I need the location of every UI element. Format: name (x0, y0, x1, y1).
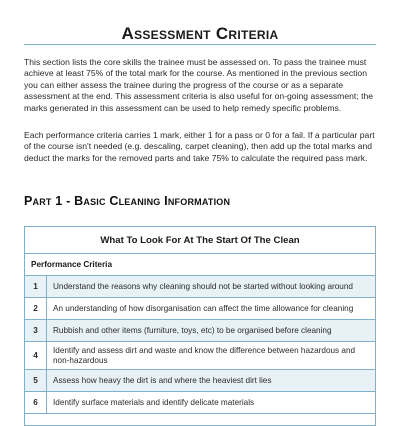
table-row (25, 320, 375, 342)
marking-paragraph: Each performance criteria carries 1 mark, either 1 for a pass or 0 for a fail. If a particular part of the course isn't needed (e.g. descaling, carpet cleaning), then add up the total marks and deduct the marks for the removed parts and take 75% to calculate the required pass mark. (24, 130, 375, 163)
table-title: What To Look For At The Start Of The Clean (25, 227, 375, 254)
table-row (25, 298, 375, 320)
row-number: 3 (25, 320, 47, 341)
section-heading: Part 1 - Basic Cleaning Information (24, 194, 231, 208)
row-number: 5 (25, 370, 47, 391)
intro-paragraph: This section lists the core skills the trainee must be assessed on. To pass the trainee must achieve at least 75% of the total mark for the course. As mentioned in the previous section you can either assess the trainee during the progress of the course or as a separate assessment at the end. This assessment criteria is also useful for on-going assessment; the marks generated in this assessment can be used to help remedy specific problems. (24, 57, 374, 113)
table-row (25, 342, 375, 370)
row-number: 2 (25, 298, 47, 319)
table-row (25, 276, 375, 298)
title-divider (24, 44, 376, 45)
page-title: Assessment Criteria (121, 24, 279, 43)
row-criterion: An understanding of how disorganisation can affect the time allowance for cleaning (53, 303, 354, 313)
row-number: 4 (25, 342, 47, 369)
row-criterion: Identify and assess dirt and waste and know the difference between hazardous and non-hazardous (53, 345, 356, 365)
row-criterion: Assess how heavy the dirt is and where the heaviest dirt lies (47, 370, 375, 391)
table-row (25, 370, 375, 392)
table-row (25, 392, 375, 414)
row-criterion: Understand the reasons why cleaning should not be started without looking around (47, 276, 375, 297)
row-number: 6 (25, 392, 47, 413)
row-criterion: Rubbish and other items (furniture, toys, etc) to be organised before cleaning (47, 320, 375, 341)
criteria-table (24, 226, 376, 426)
table-subheading: Performance Criteria (25, 254, 375, 276)
row-criterion: Identify surface materials and identify delicate materials (53, 397, 255, 407)
row-number: 1 (25, 276, 47, 297)
